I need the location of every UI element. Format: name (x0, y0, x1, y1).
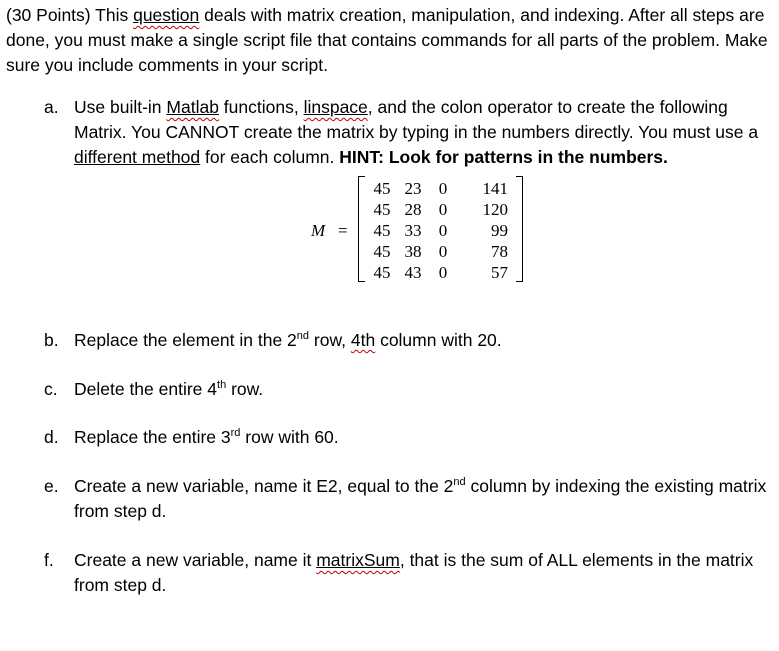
part-e: e. Create a new variable, name it E2, equal to the 2nd column by indexing the existing matrix from step d. (44, 476, 767, 521)
matrix-cell: 45 (373, 263, 391, 282)
part-c: c. Delete the entire 4th row. (6, 377, 776, 402)
matrix-cell: 33 (404, 221, 422, 240)
matrix-right-bracket (516, 176, 523, 282)
part-b-marker: b. (44, 330, 59, 350)
matrix-cell: 0 (438, 200, 448, 219)
matrix-cell: 45 (373, 200, 391, 219)
part-b: b. Replace the element in the 2nd row, 4th column with 20. (6, 328, 776, 353)
matrix-cell: 0 (438, 221, 448, 240)
matrix-cell: 28 (404, 200, 422, 219)
matrix-cell: 120 (482, 200, 508, 219)
part-f-marker: f. (44, 550, 54, 570)
matrix-cell: 0 (438, 242, 448, 261)
matrix-cell: 43 (404, 263, 422, 282)
part-d: d. Replace the entire 3rd row with 60. (6, 425, 776, 450)
part-a-marker: a. (44, 97, 59, 117)
matrix-equals: = (338, 221, 348, 240)
matrix-cell: 23 (404, 179, 422, 198)
different-method-text: different method (74, 147, 201, 167)
word-matrixsum: matrixSum (316, 550, 400, 570)
matrix-cell: 38 (404, 242, 422, 261)
word-matlab: Matlab (166, 97, 219, 117)
part-e-marker: e. (44, 476, 59, 496)
matrix-cell: 78 (491, 242, 508, 261)
intro-text-rest: deals with matrix creation, manipulation, and indexing. After all steps are done, you must make a single script file that contains commands for all parts of the problem. Make sure you include comments in your script. (6, 5, 768, 75)
matrix-label: M (311, 221, 326, 240)
matrix-m (6, 174, 776, 286)
part-c-marker: c. (44, 379, 58, 399)
intro-paragraph (6, 0, 776, 78)
hint-text: HINT: Look for patterns in the numbers (339, 147, 664, 167)
matrix-cell: 141 (482, 179, 508, 198)
matrix-cell: 57 (491, 263, 508, 282)
part-a: a. Use built-in Matlab functions, linspace, and the colon operator to create the following Matrix. You CANNOT create the matrix by typing in the numbers directly. You must use a different method for each column. HINT: Look for patterns in the numbers. (44, 97, 759, 167)
matrix-left-bracket (358, 176, 365, 282)
matrix-cell: 0 (438, 179, 448, 198)
part-d-marker: d. (44, 427, 59, 447)
matrix-cell: 99 (491, 221, 508, 240)
document-body (6, 0, 776, 598)
matrix-cell: 0 (438, 263, 448, 282)
intro-text: (30 Points) This (6, 5, 134, 25)
word-4th: 4th (350, 330, 376, 350)
word-question: question (133, 5, 200, 25)
matrix-cell: 45 (373, 242, 391, 261)
matrix-cell: 45 (373, 179, 391, 198)
part-f: f. Create a new variable, name it matrixSum, that is the sum of ALL elements in the matrix from step d. (44, 550, 754, 595)
matrix-grid (368, 176, 516, 281)
word-linspace: linspace (303, 97, 368, 117)
matrix-cell: 45 (373, 221, 391, 240)
